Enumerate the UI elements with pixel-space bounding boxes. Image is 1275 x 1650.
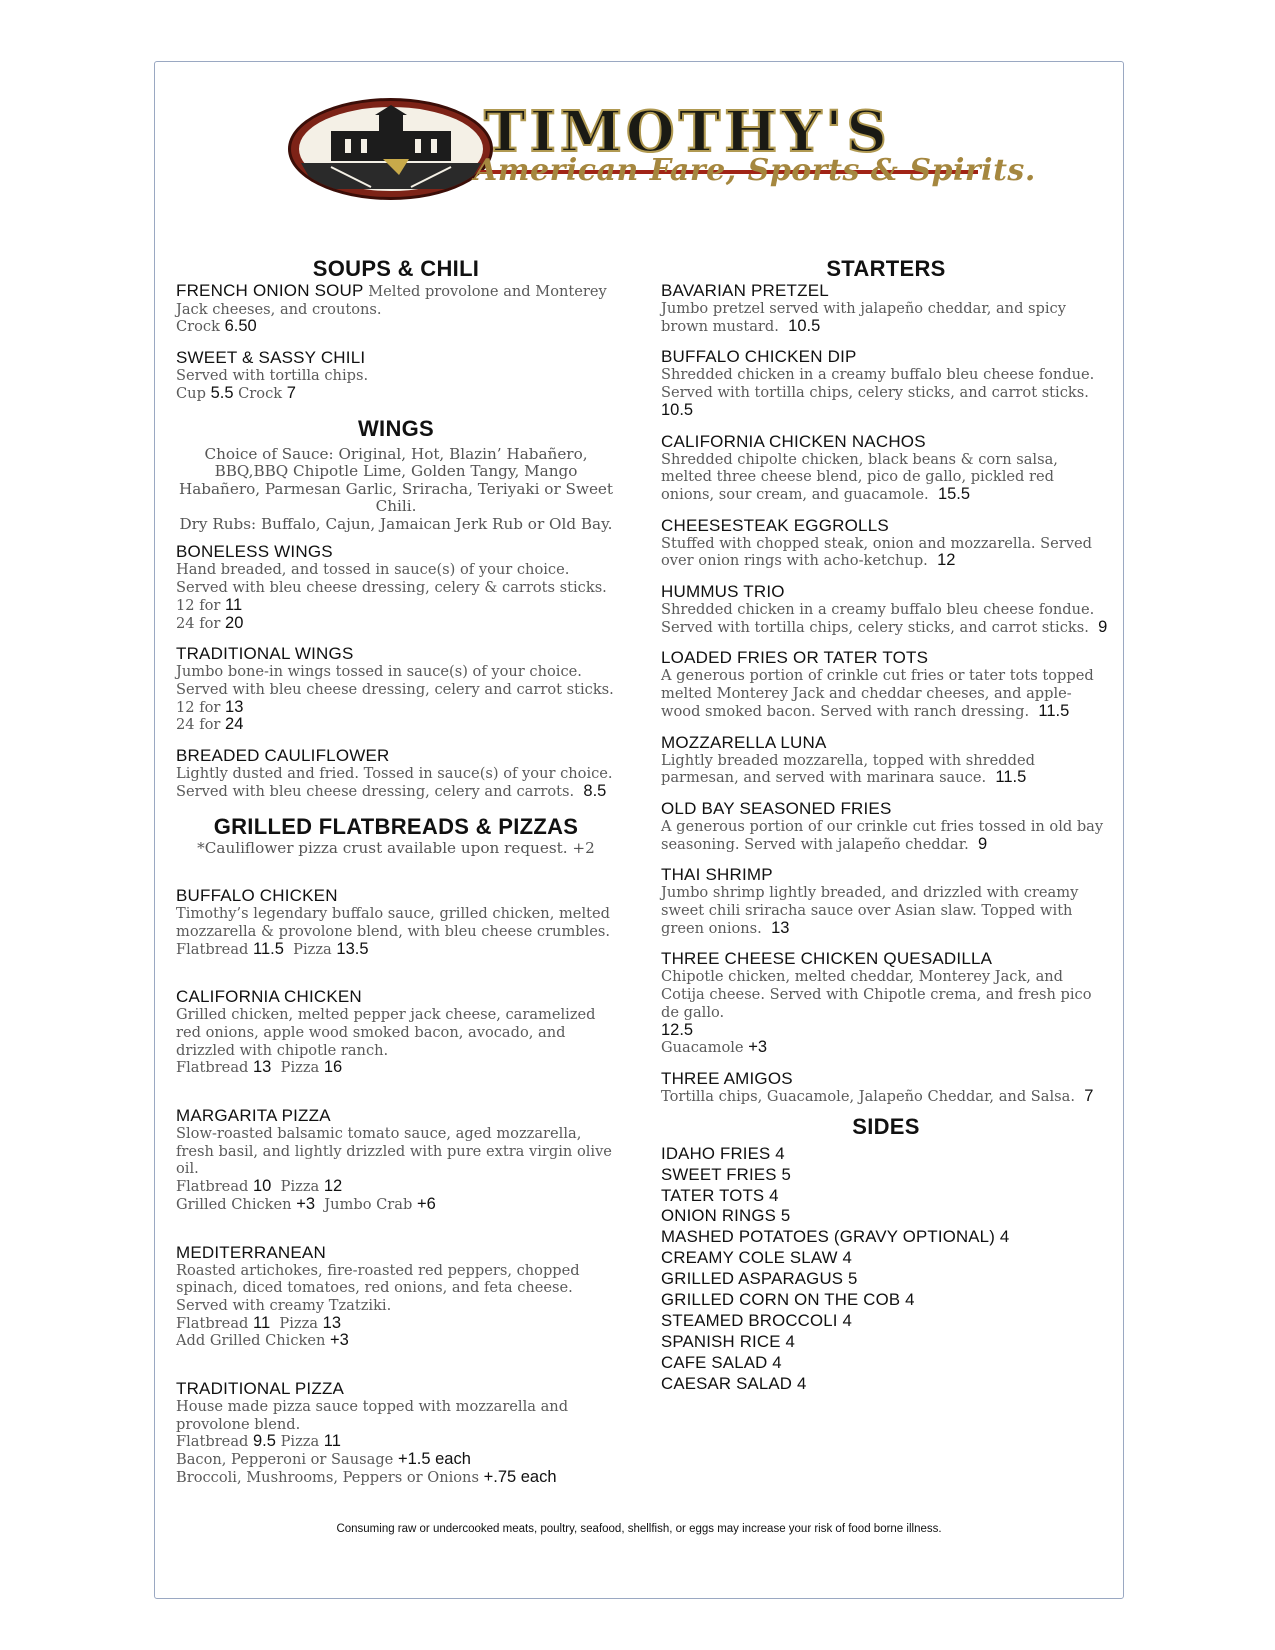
size-label: Flatbread xyxy=(176,1178,249,1196)
addon-label: Broccoli, Mushrooms, Peppers or Onions xyxy=(176,1468,479,1486)
section-title: SOUPS & CHILI xyxy=(312,256,480,281)
menu-item xyxy=(661,517,1111,570)
size-label: 12 for xyxy=(176,698,221,716)
item-name: HUMMUS TRIO xyxy=(661,582,785,602)
menu-item xyxy=(176,1244,616,1351)
logo-tagline: American Fare, Sports & Spirits. xyxy=(474,153,1036,188)
side-item: SPANISH RICE 4 xyxy=(661,1331,795,1351)
size-label: Pizza xyxy=(280,1433,320,1451)
menu-item xyxy=(176,887,616,958)
item-description: Melted provolone and Monterey Jack cheeses, and croutons. xyxy=(176,283,607,318)
item-price: 13 xyxy=(253,1058,272,1077)
crust-note: *Cauliflower pizza crust available upon request. +2 xyxy=(197,838,595,857)
section-soups xyxy=(176,256,616,403)
menu-item xyxy=(176,349,616,402)
item-description: Jumbo pretzel served with jalapeño cheddar, and spicy brown mustard. xyxy=(661,300,1066,335)
item-description: Chipotle chicken, melted cheddar, Monterey Jack, and Cotija cheese. Served with Chipotle crema, and fresh pico de gallo. xyxy=(661,968,1092,1021)
item-name: CHEESESTEAK EGGROLLS xyxy=(661,515,889,535)
side-item: CAESAR SALAD 4 xyxy=(661,1373,807,1393)
addon-label: Add Grilled Chicken xyxy=(176,1332,326,1350)
size-label: 24 for xyxy=(176,716,221,734)
size-label: 24 for xyxy=(176,614,221,632)
menu-item xyxy=(661,1070,1111,1106)
size-label: Pizza xyxy=(279,1314,318,1332)
addon-price: +.75 each xyxy=(483,1467,557,1486)
item-name: SWEET & SASSY CHILI xyxy=(176,348,366,368)
addon-price: +3 xyxy=(330,1331,349,1350)
item-name: BONELESS WINGS xyxy=(176,542,333,562)
sides-list xyxy=(661,1144,1111,1395)
item-price: 20 xyxy=(225,613,244,632)
item-name: TRADITIONAL PIZZA xyxy=(176,1379,345,1399)
item-price: 11.5 xyxy=(253,939,284,958)
item-price: 8.5 xyxy=(583,781,607,800)
menu-item xyxy=(176,747,616,800)
item-price: 5.5 xyxy=(210,383,234,402)
item-price: 13 xyxy=(771,918,790,937)
item-description: Jumbo shrimp lightly breaded, and drizzled with creamy sweet chili sriracha sauce over Asian slaw. Topped with green onions. xyxy=(661,884,1079,937)
item-description: Served with tortilla chips. xyxy=(176,367,369,385)
item-description: Shredded chicken in a creamy buffalo bleu cheese fondue. Served with tortilla chips, celery sticks, and carrot sticks. xyxy=(661,366,1095,402)
size-label: Pizza xyxy=(280,1178,320,1196)
item-price: 13 xyxy=(322,1313,341,1332)
side-item: ONION RINGS 5 xyxy=(661,1206,791,1226)
item-price: 9 xyxy=(978,834,988,853)
section-title: STARTERS xyxy=(826,256,946,281)
item-price: 13 xyxy=(225,697,244,716)
left-column xyxy=(176,256,616,1500)
sauce-note: Choice of Sauce: Original, Hot, Blazin’ Habañero, BBQ,BBQ Chipotle Lime, Golden Tangy, Mango Habañero, Parmesan Garlic, Sriracha, Teriyaki or Sweet Chili. xyxy=(178,444,614,516)
section-flatbreads xyxy=(176,814,616,1487)
side-item: STEAMED BROCCOLI 4 xyxy=(661,1310,853,1330)
item-name: BAVARIAN PRETZEL xyxy=(661,281,829,300)
menu-item xyxy=(661,348,1111,419)
menu-item xyxy=(176,1380,616,1487)
menu-item xyxy=(176,543,616,632)
menu-item xyxy=(661,950,1111,1057)
item-price: 16 xyxy=(323,1058,343,1077)
item-description: Roasted artichokes, fire-roasted red peppers, chopped spinach, diced tomatoes, red onions, and feta cheese. Served with creamy Tzatziki. xyxy=(176,1261,580,1314)
item-name: FRENCH ONION SOUP xyxy=(176,281,364,300)
item-name: THREE CHEESE CHICKEN QUESADILLA xyxy=(661,949,993,969)
addon-label: Grilled Chicken xyxy=(176,1195,292,1213)
section-title: SIDES xyxy=(852,1113,920,1139)
side-item: CAFE SALAD 4 xyxy=(661,1352,782,1372)
size-label: Crock xyxy=(238,384,283,402)
size-label: Pizza xyxy=(293,940,332,958)
addon-price: +3 xyxy=(296,1194,315,1213)
size-label: Flatbread xyxy=(176,1059,249,1077)
menu-item xyxy=(661,734,1111,787)
item-description: Shredded chipolte chicken, black beans & corn salsa, melted three cheese blend, pico de gallo, pickled red onions, sour cream, and guacamole. xyxy=(661,450,1058,503)
item-price: 10.5 xyxy=(788,316,821,335)
side-item: MASHED POTATOES (GRAVY OPTIONAL) 4 xyxy=(661,1227,1010,1247)
section-title: WINGS xyxy=(357,415,435,441)
section-wings xyxy=(176,416,616,801)
item-description: Grilled chicken, melted pepper jack cheese, caramelized red onions, apple wood smoked bacon, avocado, and drizzled with chipotle ranch. xyxy=(176,1006,596,1059)
item-name: THREE AMIGOS xyxy=(661,1068,793,1088)
item-price: 12 xyxy=(323,1177,343,1196)
item-price: 9.5 xyxy=(253,1432,276,1451)
dry-rub-note: Dry Rubs: Buffalo, Cajun, Jamaican Jerk Rub or Old Bay. xyxy=(179,514,613,533)
item-price: 24 xyxy=(225,715,244,734)
addon-label: Jumbo Crab xyxy=(324,1195,413,1213)
item-description: Tortilla chips, Guacamole, Jalapeño Cheddar, and Salsa. xyxy=(661,1087,1075,1105)
item-price: 13.5 xyxy=(336,939,369,958)
item-price: 11 xyxy=(225,595,243,614)
item-price: 9 xyxy=(1098,617,1108,636)
size-label: Flatbread xyxy=(176,1433,249,1451)
item-price: 11 xyxy=(323,1432,341,1451)
item-name: BREADED CAULIFLOWER xyxy=(176,746,390,766)
item-description: Shredded chicken in a creamy buffalo bleu cheese fondue. Served with tortilla chips, celery sticks, and carrot sticks. xyxy=(661,601,1095,636)
item-price: 11 xyxy=(253,1313,271,1332)
item-description: Timothy’s legendary buffalo sauce, grilled chicken, melted mozzarella & provolone blend, with bleu cheese crumbles. xyxy=(176,905,611,940)
item-price: 7 xyxy=(1084,1086,1094,1105)
menu-item xyxy=(176,988,616,1077)
item-name: MOZZARELLA LUNA xyxy=(661,732,827,752)
section-title: GRILLED FLATBREADS & PIZZAS xyxy=(213,813,579,839)
addon-label: Guacamole xyxy=(661,1039,744,1057)
item-price: 11.5 xyxy=(1038,701,1070,720)
menu-item xyxy=(661,649,1111,720)
side-item: GRILLED ASPARAGUS 5 xyxy=(661,1269,858,1289)
section-sides xyxy=(661,1114,1111,1395)
item-name: TRADITIONAL WINGS xyxy=(176,644,354,664)
side-item: GRILLED CORN ON THE COB 4 xyxy=(661,1290,915,1310)
item-description: Slow-roasted balsamic tomato sauce, aged mozzarella, fresh basil, and lightly drizzled with pure extra virgin olive oil. xyxy=(176,1125,612,1178)
menu-item xyxy=(176,1107,616,1214)
item-description: Stuffed with chopped steak, onion and mozzarella. Served over onion rings with acho-ketchup. xyxy=(661,534,1093,570)
menu-item xyxy=(661,282,1111,335)
item-price: 12 xyxy=(937,551,956,570)
item-price: 6.50 xyxy=(224,317,257,336)
addon-price: +1.5 each xyxy=(397,1450,471,1469)
item-name: CALIFORNIA CHICKEN xyxy=(176,987,362,1007)
item-description: House made pizza sauce topped with mozzarella and provolone blend. xyxy=(176,1398,569,1433)
item-name: MEDITERRANEAN xyxy=(176,1242,326,1262)
addon-price: +6 xyxy=(416,1194,436,1213)
item-price: 12.5 xyxy=(661,1020,694,1039)
item-name: BUFFALO CHICKEN DIP xyxy=(661,347,857,367)
restaurant-logo xyxy=(288,96,1036,206)
size-label: Crock xyxy=(176,318,220,336)
item-name: LOADED FRIES OR TATER TOTS xyxy=(661,648,929,668)
side-item: SWEET FRIES 5 xyxy=(661,1164,792,1184)
item-name: BUFFALO CHICKEN xyxy=(176,886,338,906)
section-starters xyxy=(661,256,1111,1106)
menu-item xyxy=(176,282,616,336)
item-description: Lightly dusted and fried. Tossed in sauce(s) of your choice. Served with bleu cheese dressing, celery and carrots. xyxy=(176,765,613,800)
size-label: Flatbread xyxy=(176,940,249,958)
item-price: 10.5 xyxy=(661,400,694,419)
addon-label: Bacon, Pepperoni or Sausage xyxy=(176,1451,394,1469)
menu-item xyxy=(661,800,1111,853)
size-label: 12 for xyxy=(176,596,221,614)
side-item: CREAMY COLE SLAW 4 xyxy=(661,1248,853,1268)
item-description: A generous portion of our crinkle cut fries tossed in old bay seasoning. Served with jalapeño cheddar. xyxy=(661,817,1104,853)
item-name: THAI SHRIMP xyxy=(661,865,773,885)
logo-wordmark: TIMOTHY'S xyxy=(484,99,891,165)
size-label: Flatbread xyxy=(176,1314,249,1332)
side-item: IDAHO FRIES 4 xyxy=(661,1143,785,1163)
item-name: CALIFORNIA CHICKEN NACHOS xyxy=(661,431,926,451)
size-label: Pizza xyxy=(280,1059,320,1077)
menu-item xyxy=(176,645,616,734)
item-price: 7 xyxy=(286,383,296,402)
size-label: Cup xyxy=(176,384,206,402)
right-column xyxy=(661,256,1111,1395)
side-item: TATER TOTS 4 xyxy=(661,1185,779,1205)
item-price: 11.5 xyxy=(995,768,1027,787)
addon-price: +3 xyxy=(748,1038,768,1057)
item-description: Lightly breaded mozzarella, topped with shredded parmesan, and served with marinara sauce. xyxy=(661,751,1035,787)
menu-item xyxy=(661,866,1111,937)
item-price: 15.5 xyxy=(937,484,971,503)
logo-emblem xyxy=(288,98,493,200)
item-description: A generous portion of crinkle cut fries or tater tots topped melted Monterey Jack and cheddar cheeses, and apple-wood smoked bacon. Served with ranch dressing. xyxy=(661,667,1094,720)
food-safety-disclaimer: Consuming raw or undercooked meats, poultry, seafood, shellfish, or eggs may increase your risk of food borne illness. xyxy=(336,1523,942,1535)
item-price: 10 xyxy=(253,1177,272,1196)
item-name: OLD BAY SEASONED FRIES xyxy=(661,798,892,818)
item-description: Hand breaded, and tossed in sauce(s) of your choice. Served with bleu cheese dressing, celery & carrots sticks. xyxy=(176,561,607,597)
item-name: MARGARITA PIZZA xyxy=(176,1106,331,1126)
item-description: Jumbo bone-in wings tossed in sauce(s) of your choice. Served with bleu cheese dressing, celery and carrot sticks. xyxy=(176,663,614,698)
menu-item xyxy=(661,583,1111,636)
menu-item xyxy=(661,433,1111,504)
